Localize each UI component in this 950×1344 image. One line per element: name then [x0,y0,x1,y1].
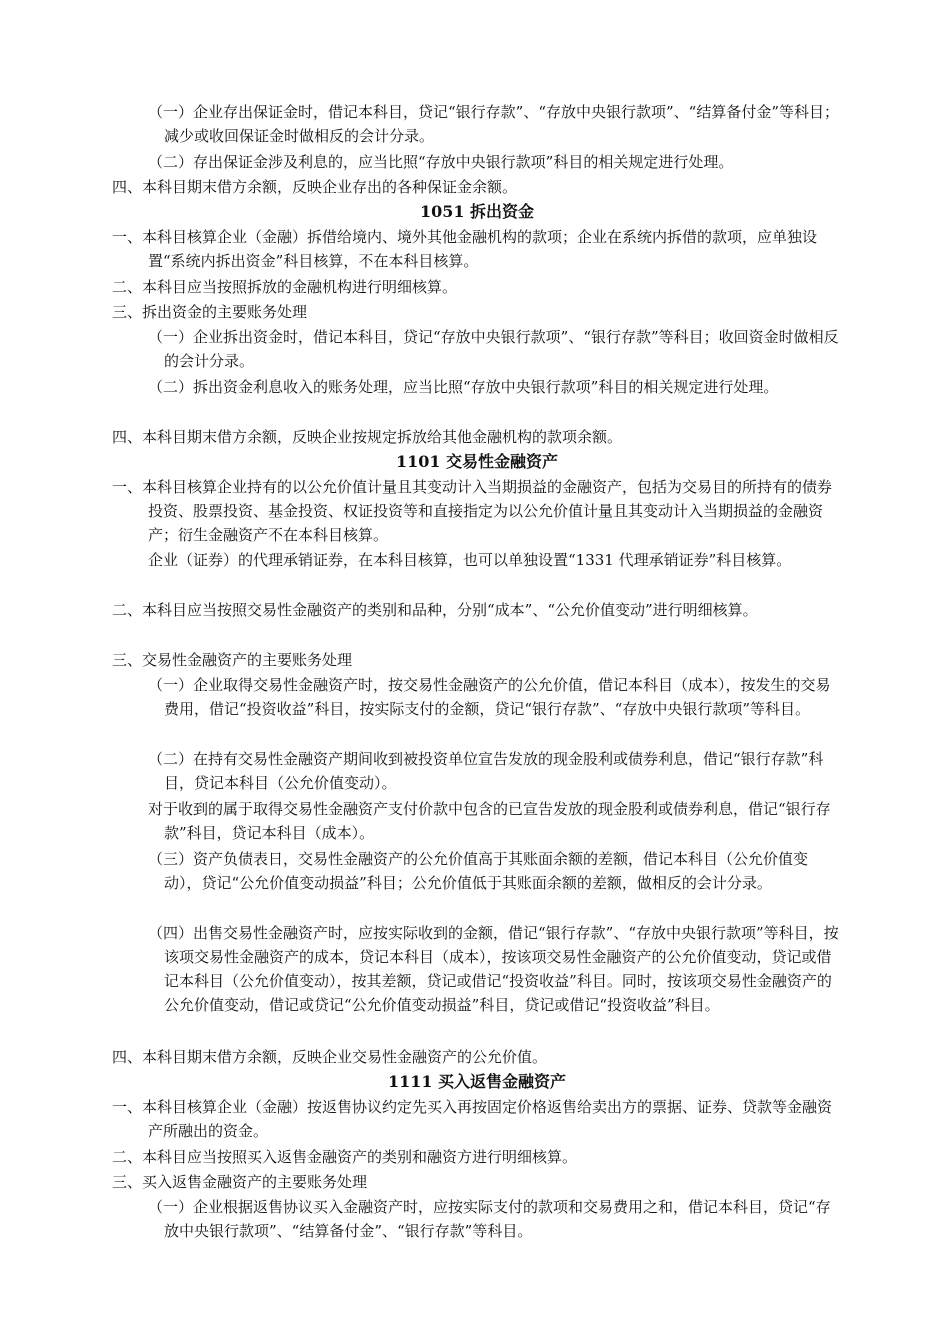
paragraph [112,847,842,895]
paragraph [112,425,842,449]
paragraph [112,1195,842,1243]
paragraph-text: 三、交易性金融资产的主要账务处理 [112,651,353,669]
heading-text: 1101 交易性金融资产 [395,452,559,471]
paragraph [112,150,842,174]
paragraph-text: 一、本科目核算企业（金融）拆借给境内、境外其他金融机构的款项；企业在系统内拆借的款项，应单独设置“系统内拆出资金”科目核算，不在本科目核算。 [112,228,818,270]
heading-text: 1111 买入返售金融资产 [387,1072,567,1091]
paragraph-text: （一）企业取得交易性金融资产时，按交易性金融资产的公允价值，借记本科目（成本），按发生的交易费用，借记“投资收益”科目，按实际支付的金额，贷记“银行存款”、“存放中央银行款项”等科目。 [148,676,831,718]
paragraph [112,1145,842,1169]
paragraph-text: （一）企业存出保证金时，借记本科目，贷记“银行存款”、“存放中央银行款项”、“结算备付金”等科目；减少或收回保证金时做相反的会计分录。 [148,103,840,145]
paragraph [112,475,842,547]
section-heading [112,200,842,224]
paragraph-text: 对于收到的属于取得交易性金融资产支付价款中包含的已宣告发放的现金股利或债券利息，借记“银行存款”科目，贷记本科目（成本）。 [148,800,831,842]
paragraph-text: 二、本科目应当按照买入返售金融资产的类别和融资方进行明细核算。 [112,1148,578,1166]
paragraph-text: 三、拆出资金的主要账务处理 [112,303,308,321]
paragraph [112,1170,842,1194]
paragraph-text: （二）在持有交易性金融资产期间收到被投资单位宣告发放的现金股利或债券利息，借记“银行存款”科目，贷记本科目（公允价值变动）。 [148,750,824,792]
paragraph-text: 二、本科目应当按照交易性金融资产的类别和品种，分别“成本”、“公允价值变动”进行明细核算。 [112,601,758,619]
paragraph-text: 三、买入返售金融资产的主要账务处理 [112,1173,368,1191]
paragraph-text: （四）出售交易性金融资产时，应按实际收到的金额，借记“银行存款”、“存放中央银行款项”等科目，按该项交易性金融资产的成本，贷记本科目（成本），按该项交易性金融资产的公允价值变动，贷记或借记本科目（公允价值变动），按其差额，贷记或借记“投资收益”科目。同时，按该项交易性金融资产的公允价值变动，借记或贷记“公允价值变动损益”科目，贷记或借记“投资收益”科目。 [148,924,839,1014]
paragraph-text: （三）资产负债表日，交易性金融资产的公允价值高于其账面余额的差额，借记本科目（公允价值变动），贷记“公允价值变动损益”科目；公允价值低于其账面余额的差额，做相反的会计分录。 [148,850,809,892]
paragraph-text: 一、本科目核算企业（金融）按返售协议约定先买入再按固定价格返售给卖出方的票据、证券、贷款等金融资产所融出的资金。 [112,1098,833,1140]
paragraph-text: 一、本科目核算企业持有的以公允价值计量且其变动计入当期损益的金融资产，包括为交易目的所持有的债券投资、股票投资、基金投资、权证投资等和直接指定为以公允价值计量且其变动计入当期损益的金融资产；衍生金融资产不在本科目核算。 [112,478,833,544]
paragraph [112,548,842,572]
paragraph-text: 四、本科目期末借方余额，反映企业存出的各种保证金余额。 [112,178,518,196]
paragraph [112,325,842,373]
paragraph [112,673,842,721]
paragraph-text: （二）存出保证金涉及利息的，应当比照“存放中央银行款项”科目的相关规定进行处理。 [148,153,734,171]
paragraph [112,225,842,273]
paragraph [112,598,842,622]
paragraph-text: （二）拆出资金利息收入的账务处理，应当比照“存放中央银行款项”科目的相关规定进行处理。 [148,378,779,396]
paragraph-text: 四、本科目期末借方余额，反映企业按规定拆放给其他金融机构的款项余额。 [112,428,623,446]
paragraph [112,921,842,1017]
paragraph-text: 企业（证券）的代理承销证券，在本科目核算，也可以单独设置“1331 代理承销证券”科目核算。 [148,551,792,569]
paragraph [112,648,842,672]
paragraph [112,1045,842,1069]
paragraph [112,275,842,299]
paragraph [112,175,842,199]
section-heading [112,1070,842,1094]
paragraph-text: （一）企业根据返售协议买入金融资产时，应按实际支付的款项和交易费用之和，借记本科目，贷记“存放中央银行款项”、“结算备付金”、“银行存款”等科目。 [148,1198,831,1240]
paragraph-text: 二、本科目应当按照拆放的金融机构进行明细核算。 [112,278,458,296]
paragraph [112,100,842,148]
paragraph [112,1095,842,1143]
paragraph [112,797,842,845]
paragraph-text: （一）企业拆出资金时，借记本科目，贷记“存放中央银行款项”、“银行存款”等科目；收回资金时做相反的会计分录。 [148,328,839,370]
heading-text: 1051 拆出资金 [419,202,535,221]
paragraph [112,375,842,399]
paragraph-text: 四、本科目期末借方余额，反映企业交易性金融资产的公允价值。 [112,1048,548,1066]
section-heading [112,450,842,474]
paragraph [112,747,842,795]
paragraph [112,300,842,324]
